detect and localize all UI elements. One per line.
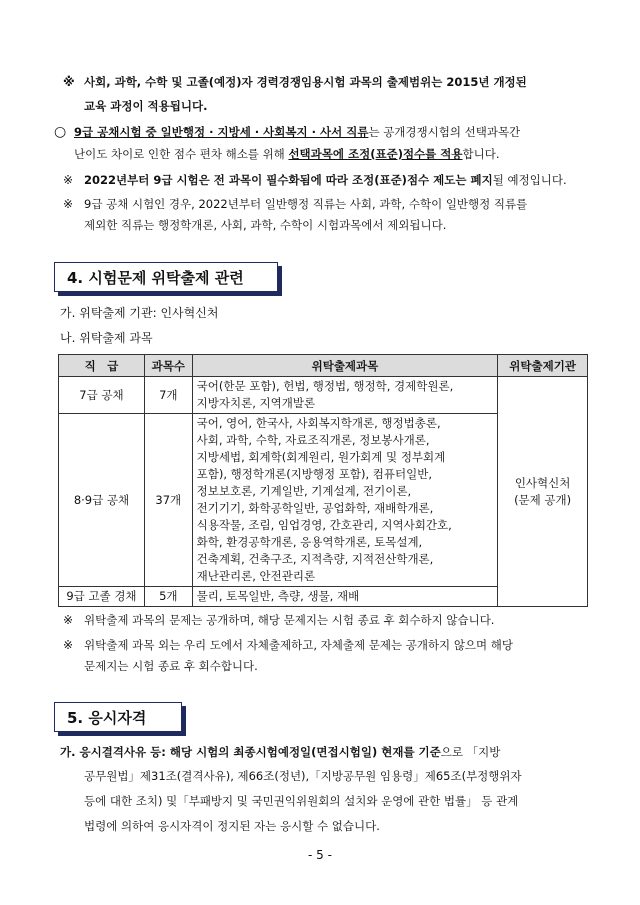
note-self-questions-line2: 문제지는 시험 종료 후 회수합니다. bbox=[84, 659, 258, 673]
eligibility-line2: 공무원법」제31조(결격사유), 제66조(정년),「지방공무원 임용령」제65조(부정행위자 bbox=[84, 769, 522, 783]
subject-line: 물리, 토목일반, 측량, 생물, 재배 bbox=[196, 589, 360, 603]
circle-l2-a: 난이도 차이로 인한 점수 편차 해소를 위해 bbox=[74, 147, 289, 161]
note-abolish bbox=[84, 172, 567, 188]
note-mark: ※ bbox=[63, 173, 74, 187]
subject-line: 전기기기, 화학공학일반, 공업화학, 재배학개론, bbox=[196, 501, 434, 515]
subject-line: 포함), 행정학개론(지방행정 포함), 컴퓨터일반, bbox=[196, 467, 433, 481]
subject-line: 정보보호론, 기계일반, 기계설계, 전기이론, bbox=[196, 484, 412, 498]
cell-grade: 7급 공채 bbox=[59, 377, 145, 414]
cell-count: 7개 bbox=[144, 377, 192, 414]
subject-line: 지방자치론, 지역개발론 bbox=[196, 396, 316, 410]
subject-line: 국어, 영어, 한국사, 사회복지학개론, 행정법총론, bbox=[196, 416, 441, 430]
subject-line: 건축계획, 건축구조, 지적측량, 지적전산학개론, bbox=[196, 552, 434, 566]
section-5-heading: 5. 응시자격 bbox=[54, 702, 182, 732]
circle-l2-bold: 선택과목에 조정(표준)점수를 적용 bbox=[288, 147, 463, 161]
table-row bbox=[59, 377, 588, 414]
circle-rest-text: 는 공개경쟁시험의 선택과목간 bbox=[368, 125, 521, 139]
delegation-table bbox=[58, 354, 588, 607]
section-4-heading: 4. 시험문제 위탁출제 관련 bbox=[54, 262, 278, 292]
cell-grade: 9급 고졸 경채 bbox=[59, 587, 145, 607]
header-subjects: 위탁출제과목 bbox=[192, 355, 498, 377]
note-mark: ※ bbox=[63, 638, 74, 652]
item-delegation-agency: 가. 위탁출제 기관: 인사혁신처 bbox=[60, 306, 219, 320]
note-self-questions-line1: 위탁출제 과목 외는 우리 도에서 자체출제하고, 자체출제 문제는 공개하지 않으며 해당 bbox=[84, 638, 514, 652]
agency-name: 인사혁신처 bbox=[514, 475, 571, 490]
cell-agency bbox=[498, 377, 588, 607]
note-curriculum-line2: 교육 과정이 적용됩니다. bbox=[84, 99, 208, 113]
eligibility-rest: 으로 「지방 bbox=[440, 745, 501, 759]
subject-line: 재난관리론, 안전관리론 bbox=[196, 569, 316, 583]
note-exclusion-line1: 9급 공채 시험인 경우, 2022년부터 일반행정 직류는 사회, 과학, 수학이 일반행정 직류를 bbox=[84, 197, 528, 211]
agency-note: (문제 공개) bbox=[514, 492, 572, 507]
eligibility-line3: 등에 대한 조치) 및「부패방지 및 국민권익위원회의 설치와 운영에 관한 법률」 등 관계 bbox=[84, 794, 519, 808]
circle-bold-text: 9급 공채시험 중 일반행정 · 지방세 · 사회복지 · 사서 직류 bbox=[74, 125, 369, 139]
header-grade: 직 급 bbox=[59, 355, 145, 377]
header-count: 과목수 bbox=[144, 355, 192, 377]
circle-line2 bbox=[74, 146, 499, 162]
subject-line: 지방세법, 회계학(회계원리, 원가회계 및 정부회계 bbox=[196, 450, 446, 464]
circle-bullet: ○ bbox=[54, 124, 67, 140]
subject-line: 사회, 과학, 수학, 자료조직개론, 정보봉사개론, bbox=[196, 433, 430, 447]
cell-grade: 8·9급 공채 bbox=[59, 414, 145, 587]
note-public-questions: 위탁출제 과목의 문제는 공개하며, 해당 문제지는 시험 종료 후 회수하지 않습니다. bbox=[84, 613, 495, 627]
subject-line: 화학, 환경공학개론, 응용역학개론, 토목설계, bbox=[196, 535, 423, 549]
header-agency: 위탁출제기관 bbox=[498, 355, 588, 377]
note-abolish-bold: 2022년부터 9급 시험은 전 과목이 필수화됨에 따라 조정(표준)점수 제도는 폐지 bbox=[84, 173, 493, 187]
cell-subjects bbox=[192, 414, 498, 587]
cell-count: 5개 bbox=[144, 587, 192, 607]
page-number: - 5 - bbox=[308, 848, 332, 862]
table-header-row bbox=[59, 355, 588, 377]
item-delegation-subjects: 나. 위탁출제 과목 bbox=[60, 331, 153, 345]
subject-line: 국어(한문 포함), 헌법, 행정법, 행정학, 경제학원론, bbox=[196, 379, 454, 393]
circle-line1 bbox=[74, 124, 520, 140]
cell-count: 37개 bbox=[144, 414, 192, 587]
note-mark: ※ bbox=[63, 197, 74, 211]
note-abolish-rest: 될 예정입니다. bbox=[492, 173, 567, 187]
eligibility-line1 bbox=[60, 744, 500, 760]
cell-subjects bbox=[192, 377, 498, 414]
circle-l2-c: 합니다. bbox=[462, 147, 500, 161]
eligibility-line4: 법령에 의하여 응시자격이 정지된 자는 응시할 수 없습니다. bbox=[84, 819, 380, 833]
cell-subjects bbox=[192, 587, 498, 607]
note-curriculum-line1: 사회, 과학, 수학 및 고졸(예정)자 경력경쟁임용시험 과목의 출제범위는 2015년 개정된 bbox=[84, 75, 527, 89]
eligibility-bold: 가. 응시결격사유 등: 해당 시험의 최종시험예정일(면접시험일) 현재를 기준 bbox=[60, 745, 441, 759]
note-exclusion-line2: 제외한 직류는 행정학개론, 사회, 과학, 수학이 시험과목에서 제외됩니다. bbox=[84, 218, 447, 232]
note-mark: ※ bbox=[63, 613, 74, 627]
note-mark: ※ bbox=[63, 75, 75, 89]
subject-line: 식용작물, 조림, 임업경영, 간호관리, 지역사회간호, bbox=[196, 518, 452, 532]
